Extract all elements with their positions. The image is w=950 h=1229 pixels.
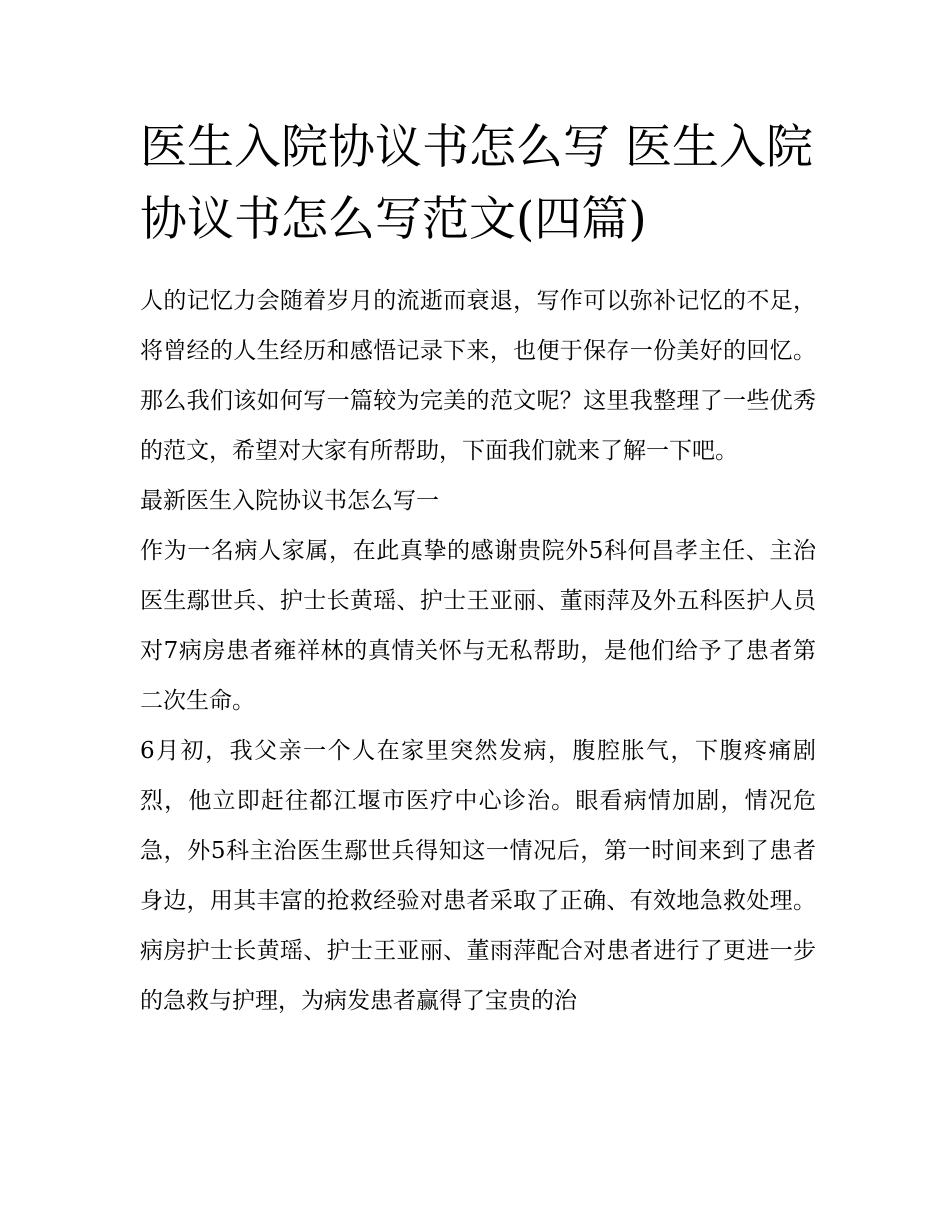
document-title: 医生入院协议书怎么写 医生入院协议书怎么写范文(四篇)	[140, 120, 813, 247]
intro-paragraph: 人的记忆力会随着岁月的流逝而衰退，写作可以弥补记忆的不足，将曾经的人生经历和感悟记录下来，也便于保存一份美好的回忆。那么我们该如何写一篇较为完美的范文呢？这里我整理了一些优秀的范文，希望对大家有所帮助，下面我们就来了解一下吧。	[140, 288, 816, 464]
section-heading: 最新医生入院协议书怎么写一	[140, 488, 439, 514]
body-paragraph: 作为一名病人家属，在此真挚的感谢贵院外5科何昌孝主任、主治医生鄢世兵、护士长黄瑶、护士王亚丽、董雨萍及外五科医护人员对7病房患者雍祥林的真情关怀与无私帮助，是他们给予了患者第二次生命。	[140, 538, 816, 714]
document-body	[140, 112, 816, 1026]
body-paragraph: 6月初，我父亲一个人在家里突然发病，腹腔胀气，下腹疼痛剧烈，他立即赶往都江堰市医疗中心诊治。眼看病情加剧，情况危急，外5科主治医生鄢世兵得知这一情况后，第一时间来到了患者身边，用其丰富的抢救经验对患者采取了正确、有效地急救处理。病房护士长黄瑶、护士王亚丽、董雨萍配合对患者进行了更进一步的急救与护理，为病发患者赢得了宝贵的治	[140, 738, 816, 1014]
